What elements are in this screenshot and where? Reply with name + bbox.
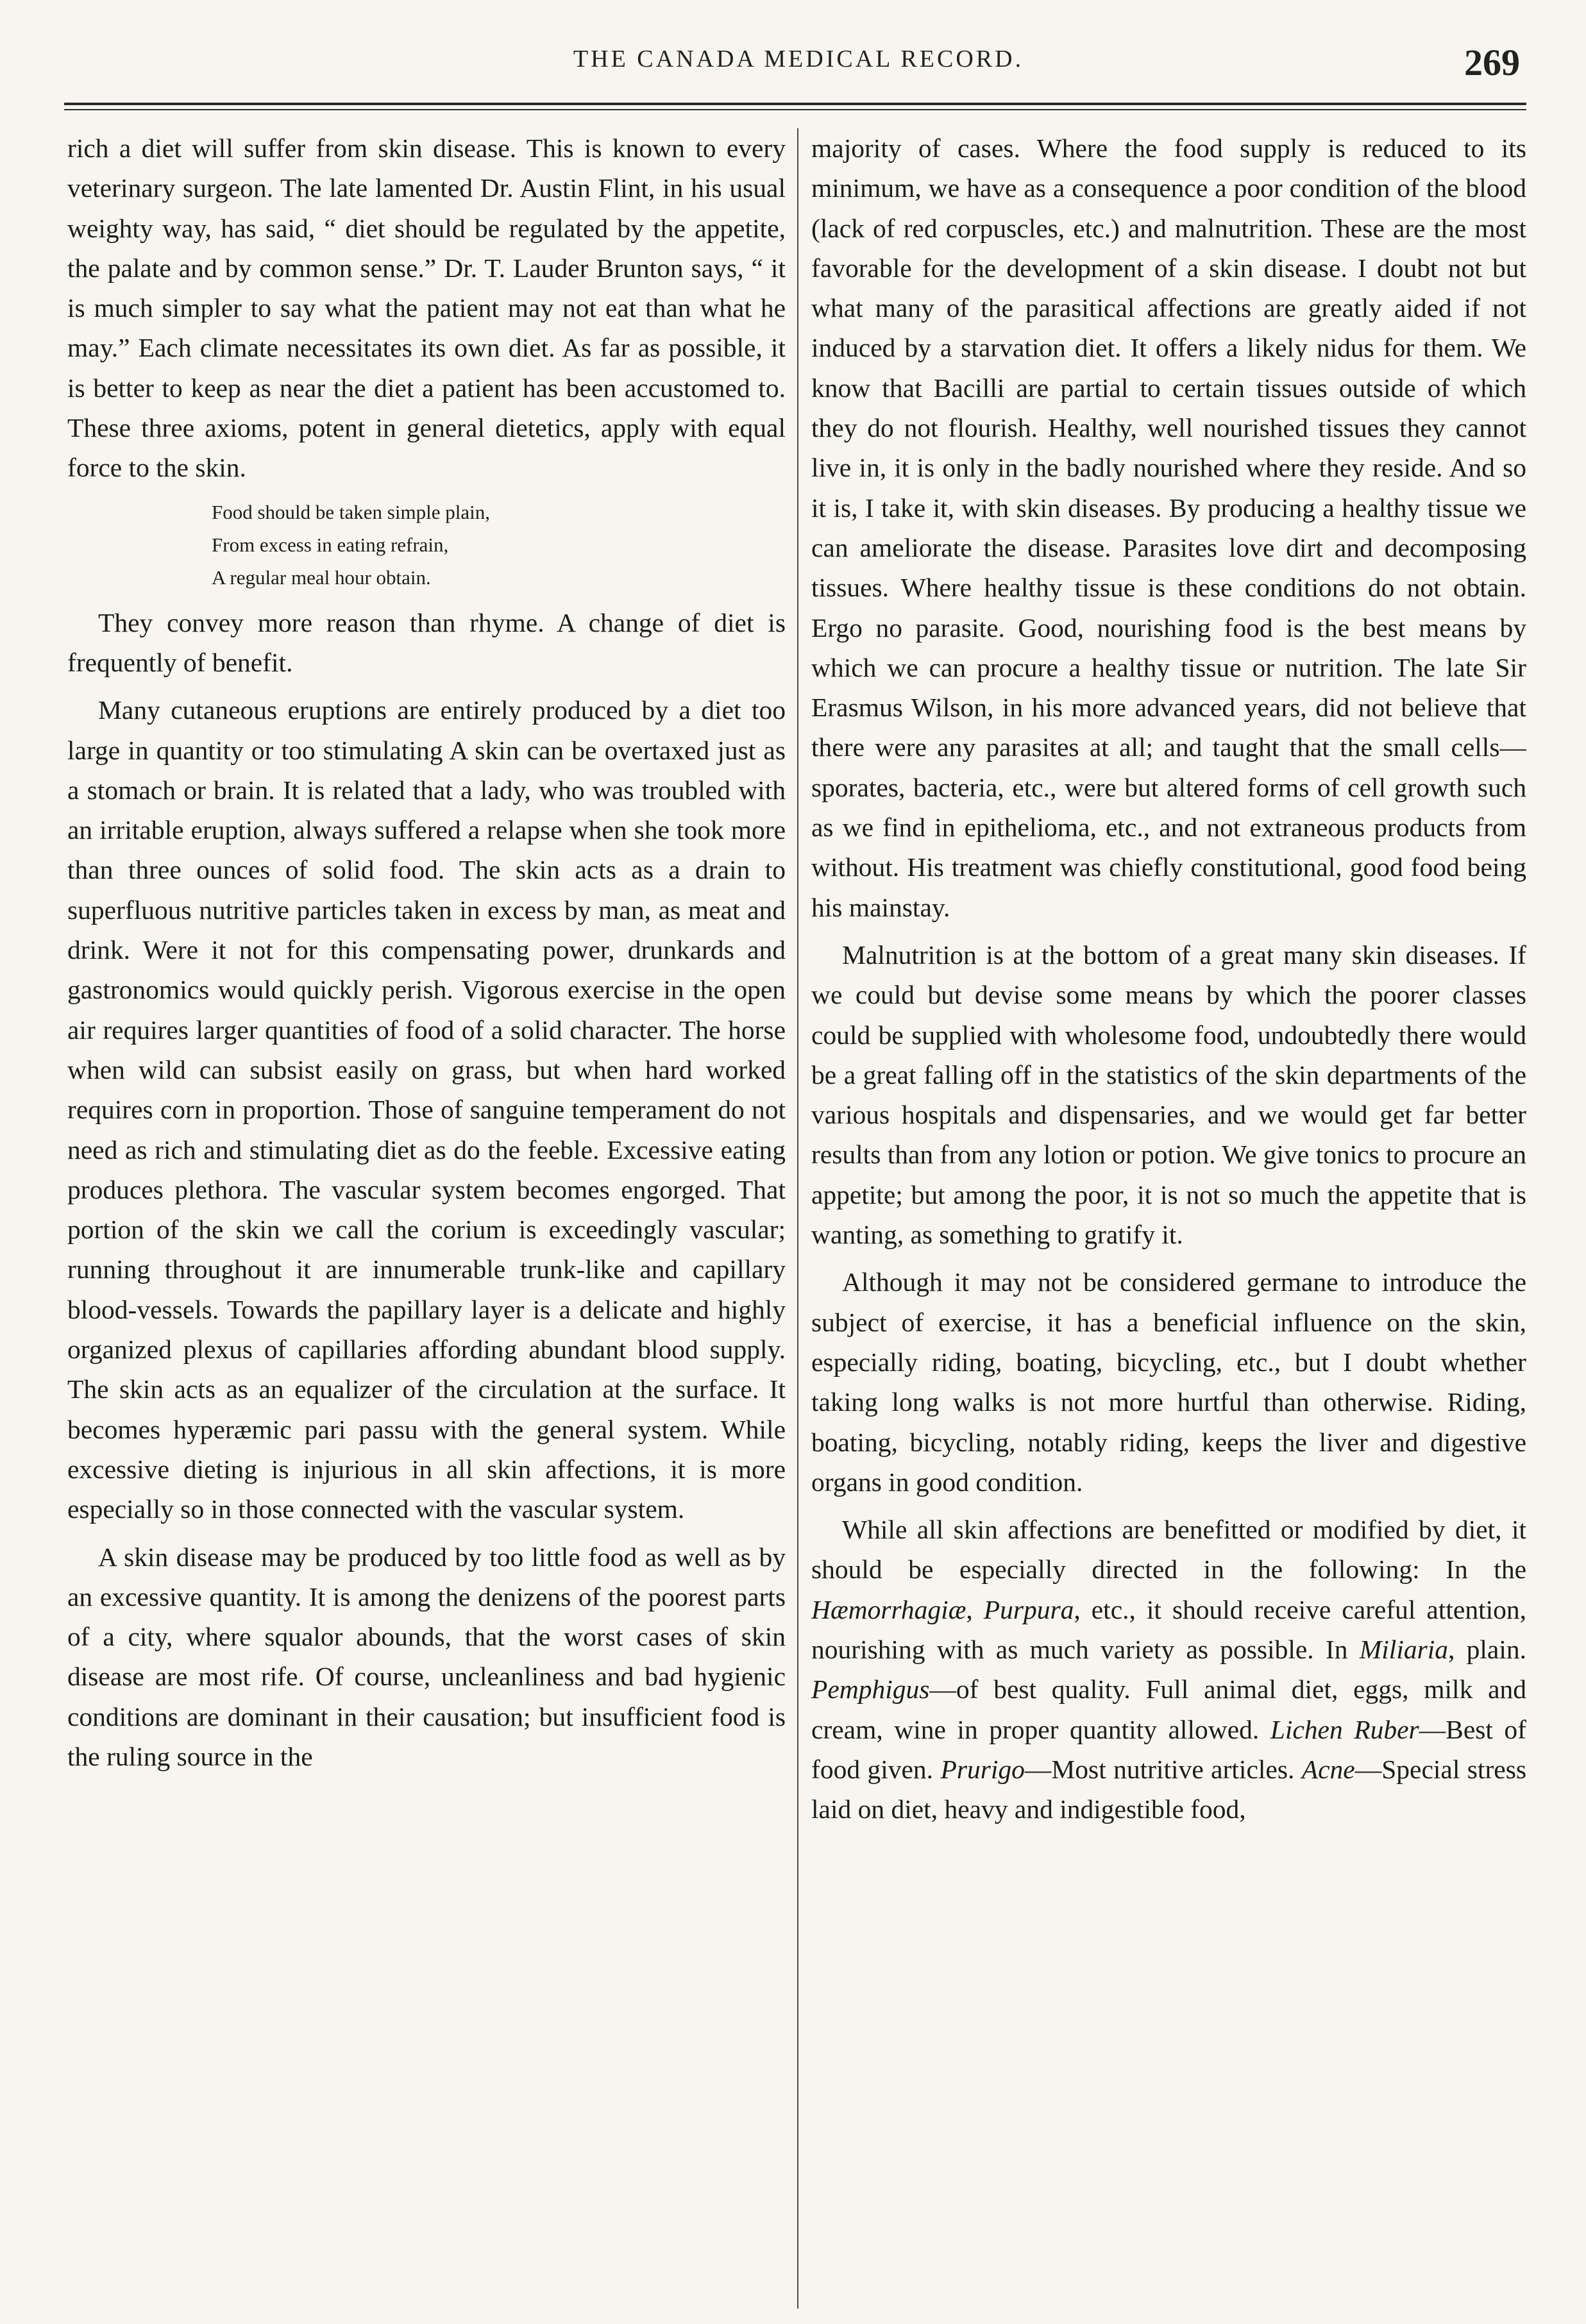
verse-line: From excess in eating refrain, bbox=[212, 533, 449, 556]
paragraph: Although it may not be considered germane to introduce the subject of exercise, it has a beneficial influence on the skin, especially riding, boating, bicycling, etc., but I doubt whether taking long walks is not more hurtful than otherwise. Riding, boating, bicycling, notably riding, keeps the liver and digestive organs in good condition. bbox=[811, 1267, 1526, 1497]
text-run: , bbox=[966, 1594, 984, 1624]
page-number: 269 bbox=[1464, 42, 1520, 83]
text-run: —Special stress laid on diet, heavy and indigestible food, bbox=[811, 1754, 1526, 1824]
paragraph: They convey more reason than rhyme. A change of diet is frequently of benefit. bbox=[67, 607, 786, 677]
paragraph-diet-list bbox=[811, 1510, 1526, 1829]
left-column bbox=[67, 128, 786, 2309]
term-pemphigus: Pemphigus bbox=[811, 1674, 930, 1705]
text-run: —Best of food given. bbox=[811, 1714, 1526, 1784]
term-prurigo: Prurigo bbox=[940, 1754, 1025, 1784]
text-run: —of best quality. Full animal diet, eggs, milk and cream, wine in proper quantity allowed. bbox=[811, 1674, 1526, 1744]
paragraph: Many cutaneous eruptions are entirely produced by a diet too large in quantity or too stimulating A skin can be overtaxed just as a stomach or brain. It is related that a lady, who was troubled with an irritable eruption, always suffered a relapse when she took more than three ounces of solid food. The skin acts as a drain to superfluous nutritive particles taken in excess by man, as meat and drink. Were it not for this compensating power, drunkards and gastronomics would quickly perish. Vigorous exercise in the open air requires larger quantities of food of a solid character. The horse when wild can subsist easily on grass, but when hard worked requires corn in proportion. Those of sanguine temperament do not need as rich and stimulating diet as do the feeble. Excessive eating produces plethora. The vascular system becomes engorged. That portion of the skin we call the corium is exceedingly vascular; running throughout it are innumerable trunk-like and capillary blood-vessels. Towards the papillary layer is a delicate and highly organized plexus of capillaries affording abundant blood supply. The skin acts as an equalizer of the circulation at the surface. It becomes hyperæmic pari passu with the general system. While excessive dieting is injurious in all skin affections, it is more especially so in those connected with the vascular system. bbox=[67, 695, 786, 1524]
verse-line: Food should be taken simple plain, bbox=[212, 500, 490, 523]
term-purpura: Purpura bbox=[983, 1594, 1074, 1624]
page-header bbox=[77, 42, 1520, 96]
term-acne: Acne bbox=[1301, 1754, 1355, 1784]
verse-line: A regular meal hour obtain. bbox=[212, 566, 431, 589]
right-column bbox=[811, 128, 1526, 2309]
verse-block bbox=[67, 496, 786, 594]
text-run: —Most nutritive articles. bbox=[1024, 1754, 1302, 1784]
text-run: While all skin affections are benefitted or modified by diet, it should be especially directed in the following: In the bbox=[811, 1515, 1526, 1585]
header-rule-thin bbox=[64, 109, 1526, 110]
column-divider bbox=[797, 128, 798, 2309]
paragraph-continued: rich a diet will suffer from skin disease. This is known to every veterinary surgeon. The late lamented Dr. Austin Flint, in his usual weighty way, has said, “ diet should be regulated by the appetite, the palate and by common sense.” Dr. T. Lauder Brunton says, “ it is much simpler to say what the patient may not eat than what he may.” Each climate necessitates its own diet. As far as possible, it is better to keep as near the diet a patient has been accustomed to. These three axioms, potent in general dietetics, apply with equal force to the skin. bbox=[67, 133, 786, 483]
paragraph: Malnutrition is at the bottom of a great many skin diseases. If we could but devise some means by which the poorer classes could be supplied with wholesome food, undoubtedly there would be a great falling off in the statistics of the skin departments of the various hospitals and dispensaries, and we would get far better results than from any lotion or potion. We give tonics to procure an appetite; but among the poor, it is not so much the appetite that is wanting, as something to gratify it. bbox=[811, 939, 1526, 1250]
text-run: , etc., it should receive careful attention, nourishing with as much variety as possible. In bbox=[811, 1594, 1526, 1664]
term-haemorrhagiae: Hæmorrhagiæ bbox=[811, 1594, 966, 1624]
paragraph-continued: majority of cases. Where the food supply is reduced to its minimum, we have as a consequence a poor condition of the blood (lack of red corpuscles, etc.) and malnutrition. These are the most favorable for the development of a skin disease. I doubt not but what many of the parasitical affections are greatly aided if not induced by a starvation diet. It offers a likely nidus for them. We know that Bacilli are partial to certain tissues outside of which they do not flourish. Healthy, well nourished tissues they cannot live in, it is only in the badly nourished where they reside. And so it is, I take it, with skin diseases. By producing a healthy tissue we can ameliorate the disease. Parasites love dirt and decomposing tissues. Where healthy tissue is these conditions do not obtain. Ergo no parasite. Good, nourishing food is the best means by which we can procure a healthy tissue or nutrition. The late Sir Erasmus Wilson, in his more advanced years, did not believe that there were any parasites at all; and taught that the small cells—sporates, bacteria, etc., were but altered forms of cell growth such as we find in epithelioma, etc., and not extraneous products from without. His treatment was chiefly constitutional, good food being his mainstay. bbox=[811, 133, 1526, 922]
term-lichen-ruber: Lichen Ruber bbox=[1270, 1714, 1419, 1744]
text-run: , plain. bbox=[1448, 1634, 1526, 1664]
paragraph: A skin disease may be produced by too little food as well as by an excessive quantity. It is among the denizens of the poorest parts of a city, where squalor abounds, that the worst cases of skin disease are most rife. Of course, uncleanliness and bad hygienic conditions are dominant in their causation; but insufficient food is the ruling source in the bbox=[67, 1542, 786, 1771]
header-rule-thick bbox=[64, 103, 1526, 105]
term-miliaria: Miliaria bbox=[1359, 1634, 1449, 1664]
running-head: THE CANADA MEDICAL RECORD. bbox=[573, 46, 1024, 72]
